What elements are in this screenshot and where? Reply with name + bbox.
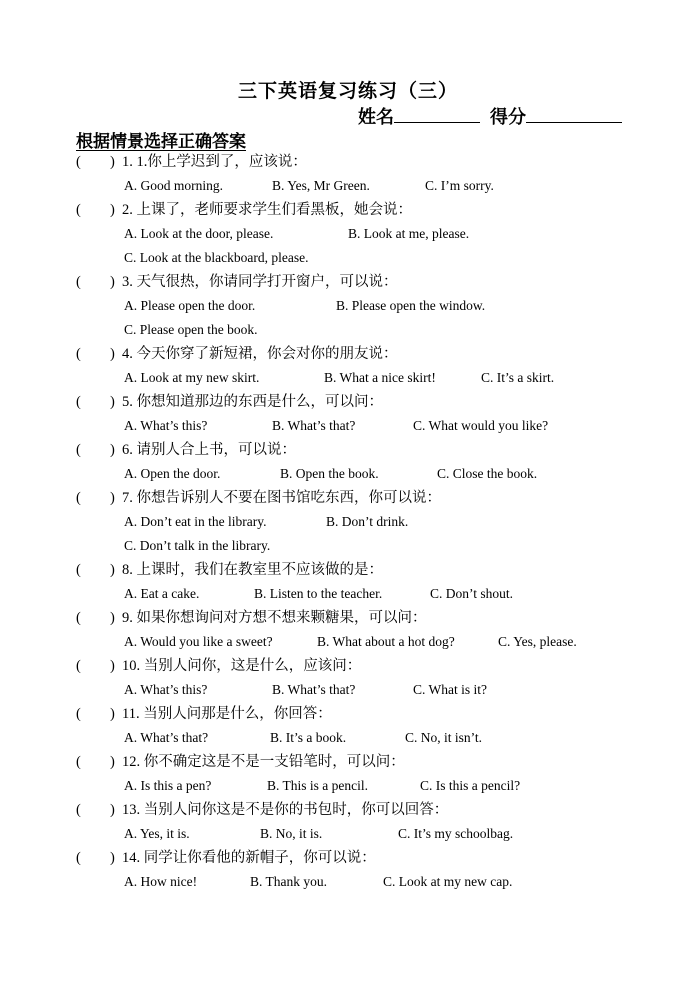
answer-paren-open[interactable]: ( <box>76 394 81 410</box>
answer-paren-open[interactable]: ( <box>76 490 81 506</box>
question-text: 4. 今天你穿了新短裙，你会对你的朋友说： <box>122 346 398 362</box>
answer-option: C. No, it isn’t. <box>405 730 483 745</box>
question-stem <box>0 654 696 678</box>
question-text: 11. 当别人问那是什么，你回答： <box>122 706 332 722</box>
question-stem <box>0 702 696 726</box>
question-stem <box>0 342 696 366</box>
answer-option: C. Look at the blackboard, please. <box>124 250 309 265</box>
question-text: 5. 你想知道那边的东西是什么，可以问： <box>122 394 383 410</box>
answer-paren-open[interactable]: ( <box>76 562 81 578</box>
answer-option: B. It’s a book. <box>270 730 347 745</box>
question-text: 14. 同学让你看他的新帽子，你可以说： <box>122 850 376 866</box>
answer-option: A. Good morning. <box>124 178 223 193</box>
question-text: 9. 如果你想询问对方想不想来颗糖果，可以问： <box>122 610 427 626</box>
question-text: 8. 上课时，我们在教室里不应该做的是： <box>122 562 383 578</box>
answer-option: A. Open the door. <box>124 466 221 481</box>
option-row <box>0 222 696 246</box>
answer-option: A. Is this a pen? <box>124 778 212 793</box>
answer-paren-close: ) <box>110 658 115 674</box>
question-1 <box>0 150 696 198</box>
question-stem <box>0 846 696 870</box>
answer-option: A. What’s this? <box>124 682 208 697</box>
option-row <box>0 246 696 270</box>
name-label: 姓名 <box>358 107 394 127</box>
answer-option: B. Listen to the teacher. <box>254 586 383 601</box>
answer-option: A. Yes, it is. <box>124 826 190 841</box>
question-4 <box>0 342 696 390</box>
answer-option: B. Yes, Mr Green. <box>272 178 370 193</box>
question-text: 6. 请别人合上书，可以说： <box>122 442 296 458</box>
answer-paren-close: ) <box>110 562 115 578</box>
answer-option: B. What’s that? <box>272 682 356 697</box>
answer-option: B. What a nice skirt! <box>324 370 436 385</box>
name-blank[interactable] <box>394 106 480 123</box>
answer-option: B. Please open the window. <box>336 298 486 313</box>
answer-paren-open[interactable]: ( <box>76 346 81 362</box>
option-row <box>0 294 696 318</box>
answer-paren-close: ) <box>110 754 115 770</box>
question-stem <box>0 198 696 222</box>
question-10 <box>0 654 696 702</box>
question-stem <box>0 606 696 630</box>
option-row <box>0 822 696 846</box>
question-stem <box>0 438 696 462</box>
answer-paren-close: ) <box>110 346 115 362</box>
answer-option: C. It’s my schoolbag. <box>398 826 514 841</box>
option-row <box>0 174 696 198</box>
answer-paren-open[interactable]: ( <box>76 202 81 218</box>
answer-option: A. What’s that? <box>124 730 209 745</box>
answer-option: C. Yes, please. <box>498 634 577 649</box>
section-heading: 根据情景选择正确答案 <box>76 132 246 151</box>
answer-option: B. No, it is. <box>260 826 323 841</box>
answer-option: A. What’s this? <box>124 418 208 433</box>
option-row <box>0 510 696 534</box>
answer-option: A. Would you like a sweet? <box>124 634 273 649</box>
question-stem <box>0 150 696 174</box>
answer-option: B. Don’t drink. <box>326 514 409 529</box>
question-stem <box>0 390 696 414</box>
answer-option: A. Don’t eat in the library. <box>124 514 267 529</box>
answer-option: B. Thank you. <box>250 874 327 889</box>
answer-paren-close: ) <box>110 802 115 818</box>
option-row <box>0 678 696 702</box>
question-8 <box>0 558 696 606</box>
question-2 <box>0 198 696 270</box>
question-11 <box>0 702 696 750</box>
question-stem <box>0 486 696 510</box>
answer-paren-close: ) <box>110 706 115 722</box>
answer-option: C. I’m sorry. <box>425 178 494 193</box>
page-title: 三下英语复习练习（三） <box>237 81 458 102</box>
answer-option: C. Is this a pencil? <box>420 778 521 793</box>
answer-paren-open[interactable]: ( <box>76 610 81 626</box>
question-9 <box>0 606 696 654</box>
score-blank[interactable] <box>526 106 622 123</box>
question-text: 3. 天气很热，你请同学打开窗户，可以说： <box>122 274 398 290</box>
option-row <box>0 774 696 798</box>
option-row <box>0 726 696 750</box>
answer-option: B. What’s that? <box>272 418 356 433</box>
answer-paren-open[interactable]: ( <box>76 802 81 818</box>
question-stem <box>0 750 696 774</box>
answer-paren-close: ) <box>110 442 115 458</box>
answer-paren-open[interactable]: ( <box>76 754 81 770</box>
answer-option: B. Look at me, please. <box>348 226 470 241</box>
answer-paren-open[interactable]: ( <box>76 154 81 170</box>
question-text: 2. 上课了，老师要求学生们看黑板，她会说： <box>122 202 412 218</box>
answer-paren-close: ) <box>110 850 115 866</box>
question-list <box>0 150 696 894</box>
option-row <box>0 462 696 486</box>
question-3 <box>0 270 696 342</box>
name-score-line <box>358 103 622 129</box>
option-row <box>0 414 696 438</box>
option-row <box>0 318 696 342</box>
question-5 <box>0 390 696 438</box>
answer-option: A. Eat a cake. <box>124 586 200 601</box>
question-text: 1. 1.你上学迟到了，应该说： <box>122 154 307 170</box>
question-stem <box>0 558 696 582</box>
answer-paren-close: ) <box>110 490 115 506</box>
answer-option: B. Open the book. <box>280 466 379 481</box>
question-text: 10. 当别人问你，这是什么，应该问： <box>122 658 362 674</box>
answer-option: C. Please open the book. <box>124 322 258 337</box>
question-7 <box>0 486 696 558</box>
question-6 <box>0 438 696 486</box>
question-12 <box>0 750 696 798</box>
answer-paren-close: ) <box>110 394 115 410</box>
question-text: 12. 你不确定这是不是一支铅笔时，可以问： <box>122 754 405 770</box>
answer-paren-open[interactable]: ( <box>76 442 81 458</box>
answer-paren-close: ) <box>110 610 115 626</box>
answer-paren-open[interactable]: ( <box>76 274 81 290</box>
answer-paren-open[interactable]: ( <box>76 658 81 674</box>
answer-paren-close: ) <box>110 202 115 218</box>
answer-option: A. Please open the door. <box>124 298 256 313</box>
question-text: 13. 当别人问你这是不是你的书包时，你可以回答： <box>122 802 449 818</box>
answer-option: C. Look at my new cap. <box>383 874 513 889</box>
option-row <box>0 366 696 390</box>
score-label: 得分 <box>490 107 526 127</box>
question-text: 7. 你想告诉别人不要在图书馆吃东西，你可以说： <box>122 490 441 506</box>
question-14 <box>0 846 696 894</box>
question-13 <box>0 798 696 846</box>
answer-option: C. Don’t shout. <box>430 586 514 601</box>
answer-paren-open[interactable]: ( <box>76 706 81 722</box>
option-row <box>0 870 696 894</box>
answer-option: A. Look at my new skirt. <box>124 370 260 385</box>
answer-option: A. Look at the door, please. <box>124 226 274 241</box>
answer-option: B. What about a hot dog? <box>317 634 455 649</box>
answer-option: A. How nice! <box>124 874 198 889</box>
answer-paren-close: ) <box>110 154 115 170</box>
question-stem <box>0 798 696 822</box>
answer-option: C. What would you like? <box>413 418 549 433</box>
option-row <box>0 534 696 558</box>
question-stem <box>0 270 696 294</box>
answer-paren-close: ) <box>110 274 115 290</box>
answer-option: C. What is it? <box>413 682 487 697</box>
answer-paren-open[interactable]: ( <box>76 850 81 866</box>
answer-option: C. It’s a skirt. <box>481 370 555 385</box>
answer-option: B. This is a pencil. <box>267 778 368 793</box>
answer-option: C. Don’t talk in the library. <box>124 538 271 553</box>
option-row <box>0 582 696 606</box>
option-row <box>0 630 696 654</box>
answer-option: C. Close the book. <box>437 466 538 481</box>
